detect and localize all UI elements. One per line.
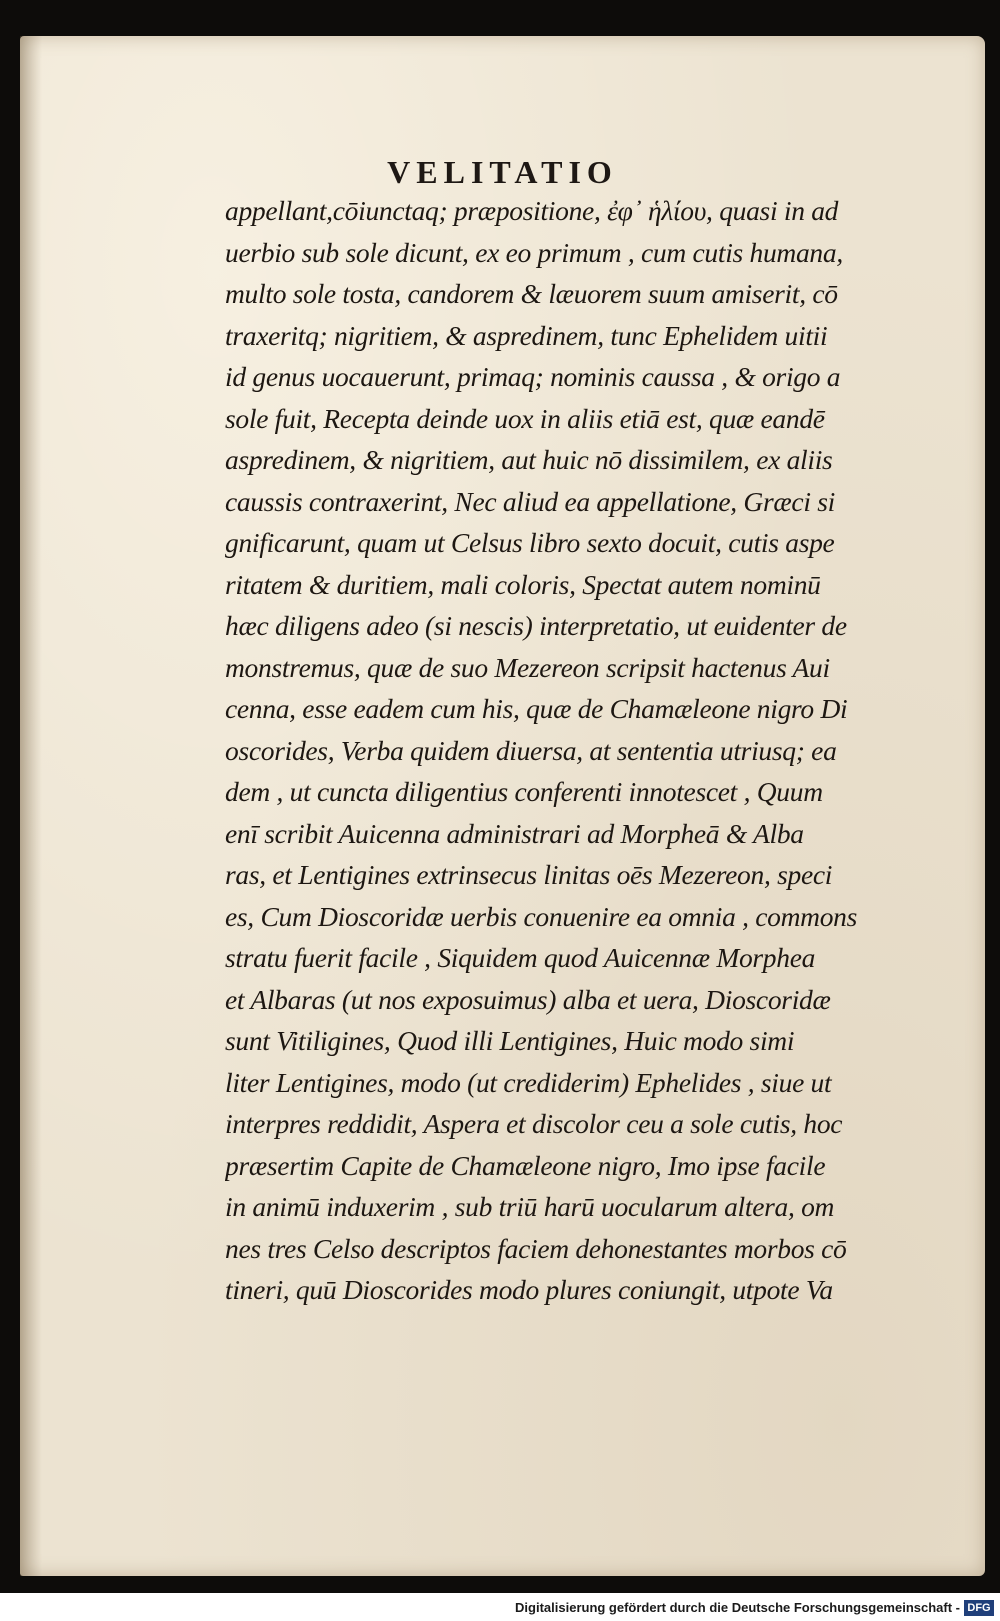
text-line: præsertim Capite de Chamæleone nigro, Imo ipse facile xyxy=(225,1149,826,1181)
text-line: tineri, quū Dioscorides modo plures coniungit, utpote Va xyxy=(225,1274,833,1305)
dfg-logo: DFG xyxy=(964,1600,994,1616)
text-line: multo sole tosta, candorem & læuorem suum amiserit, cō xyxy=(225,278,838,309)
running-head: VELITATIO xyxy=(387,154,618,190)
text-line: cenna, esse eadem cum his, quæ de Chamæleone nigro Di xyxy=(225,693,848,724)
body-text xyxy=(225,190,930,1311)
text-line: nes tres Celso descriptos faciem dehonestantes morbos cō xyxy=(225,1232,847,1264)
text-line: liter Lentigines, modo (ut crediderim) Ephelides , siue ut xyxy=(225,1066,832,1098)
text-line: stratu fuerit facile , Siquidem quod Auicennæ Morphea xyxy=(225,942,816,973)
text-line: ras, et Lentigines extrinsecus linitas oēs Mezereon, speci xyxy=(225,859,833,890)
text-line: caussis contraxerint, Nec aliud ea appellatione, Græci si xyxy=(225,485,835,517)
page-gutter-shadow xyxy=(20,36,42,1576)
text-line: interpres reddidit, Aspera et discolor ceu a sole cutis, hoc xyxy=(225,1108,843,1139)
footer-bar xyxy=(0,1593,1000,1621)
text-line: sole fuit, Recepta deinde uox in aliis etiā est, quæ eandē xyxy=(225,402,825,434)
text-line: monstremus, quæ de suo Mezereon scripsit hactenus Aui xyxy=(225,651,830,683)
text-line: oscorides, Verba quidem diuersa, at sententia utriusq; ea xyxy=(225,734,837,766)
text-line: enī scribit Auicenna administrari ad Morpheā & Alba xyxy=(225,817,804,849)
text-line: hæc diligens adeo (si nescis) interpretatio, ut euidenter de xyxy=(225,610,847,641)
text-line: aspredinem, & nigritiem, aut huic nō dissimilem, ex aliis xyxy=(225,444,833,475)
text-line: appellant,cōiunctaq; præpositione, ἐφ᾽ ἡλίου, quasi in ad xyxy=(225,195,839,226)
text-line: in animū induxerim , sub triū harū uocularum altera, om xyxy=(225,1191,835,1222)
text-line: sunt Vitiligines, Quod illi Lentigines, Huic modo simi xyxy=(225,1025,795,1056)
text-line: ritatem & duritiem, mali coloris, Spectat autem nominū xyxy=(225,568,821,600)
funding-credit: Digitalisierung gefördert durch die Deutsche Forschungsgemeinschaft - xyxy=(515,1600,960,1615)
text-line: id genus uocauerunt, primaq; nominis caussa , & origo a xyxy=(225,361,841,392)
text-line: gnificarunt, quam ut Celsus libro sexto docuit, cutis aspe xyxy=(225,527,835,558)
text-line: uerbio sub sole dicunt, ex eo primum , cum cutis humana, xyxy=(225,236,843,268)
text-line: et Albaras (ut nos exposuimus) alba et uera, Dioscoridæ xyxy=(225,983,831,1015)
text-line: dem , ut cuncta diligentius conferenti innotescet , Quum xyxy=(225,776,823,807)
text-line: traxeritq; nigritiem, & aspredinem, tunc Ephelidem uitii xyxy=(225,319,828,351)
text-line: es, Cum Dioscoridæ uerbis conuenire ea omnia , commons xyxy=(225,900,858,932)
